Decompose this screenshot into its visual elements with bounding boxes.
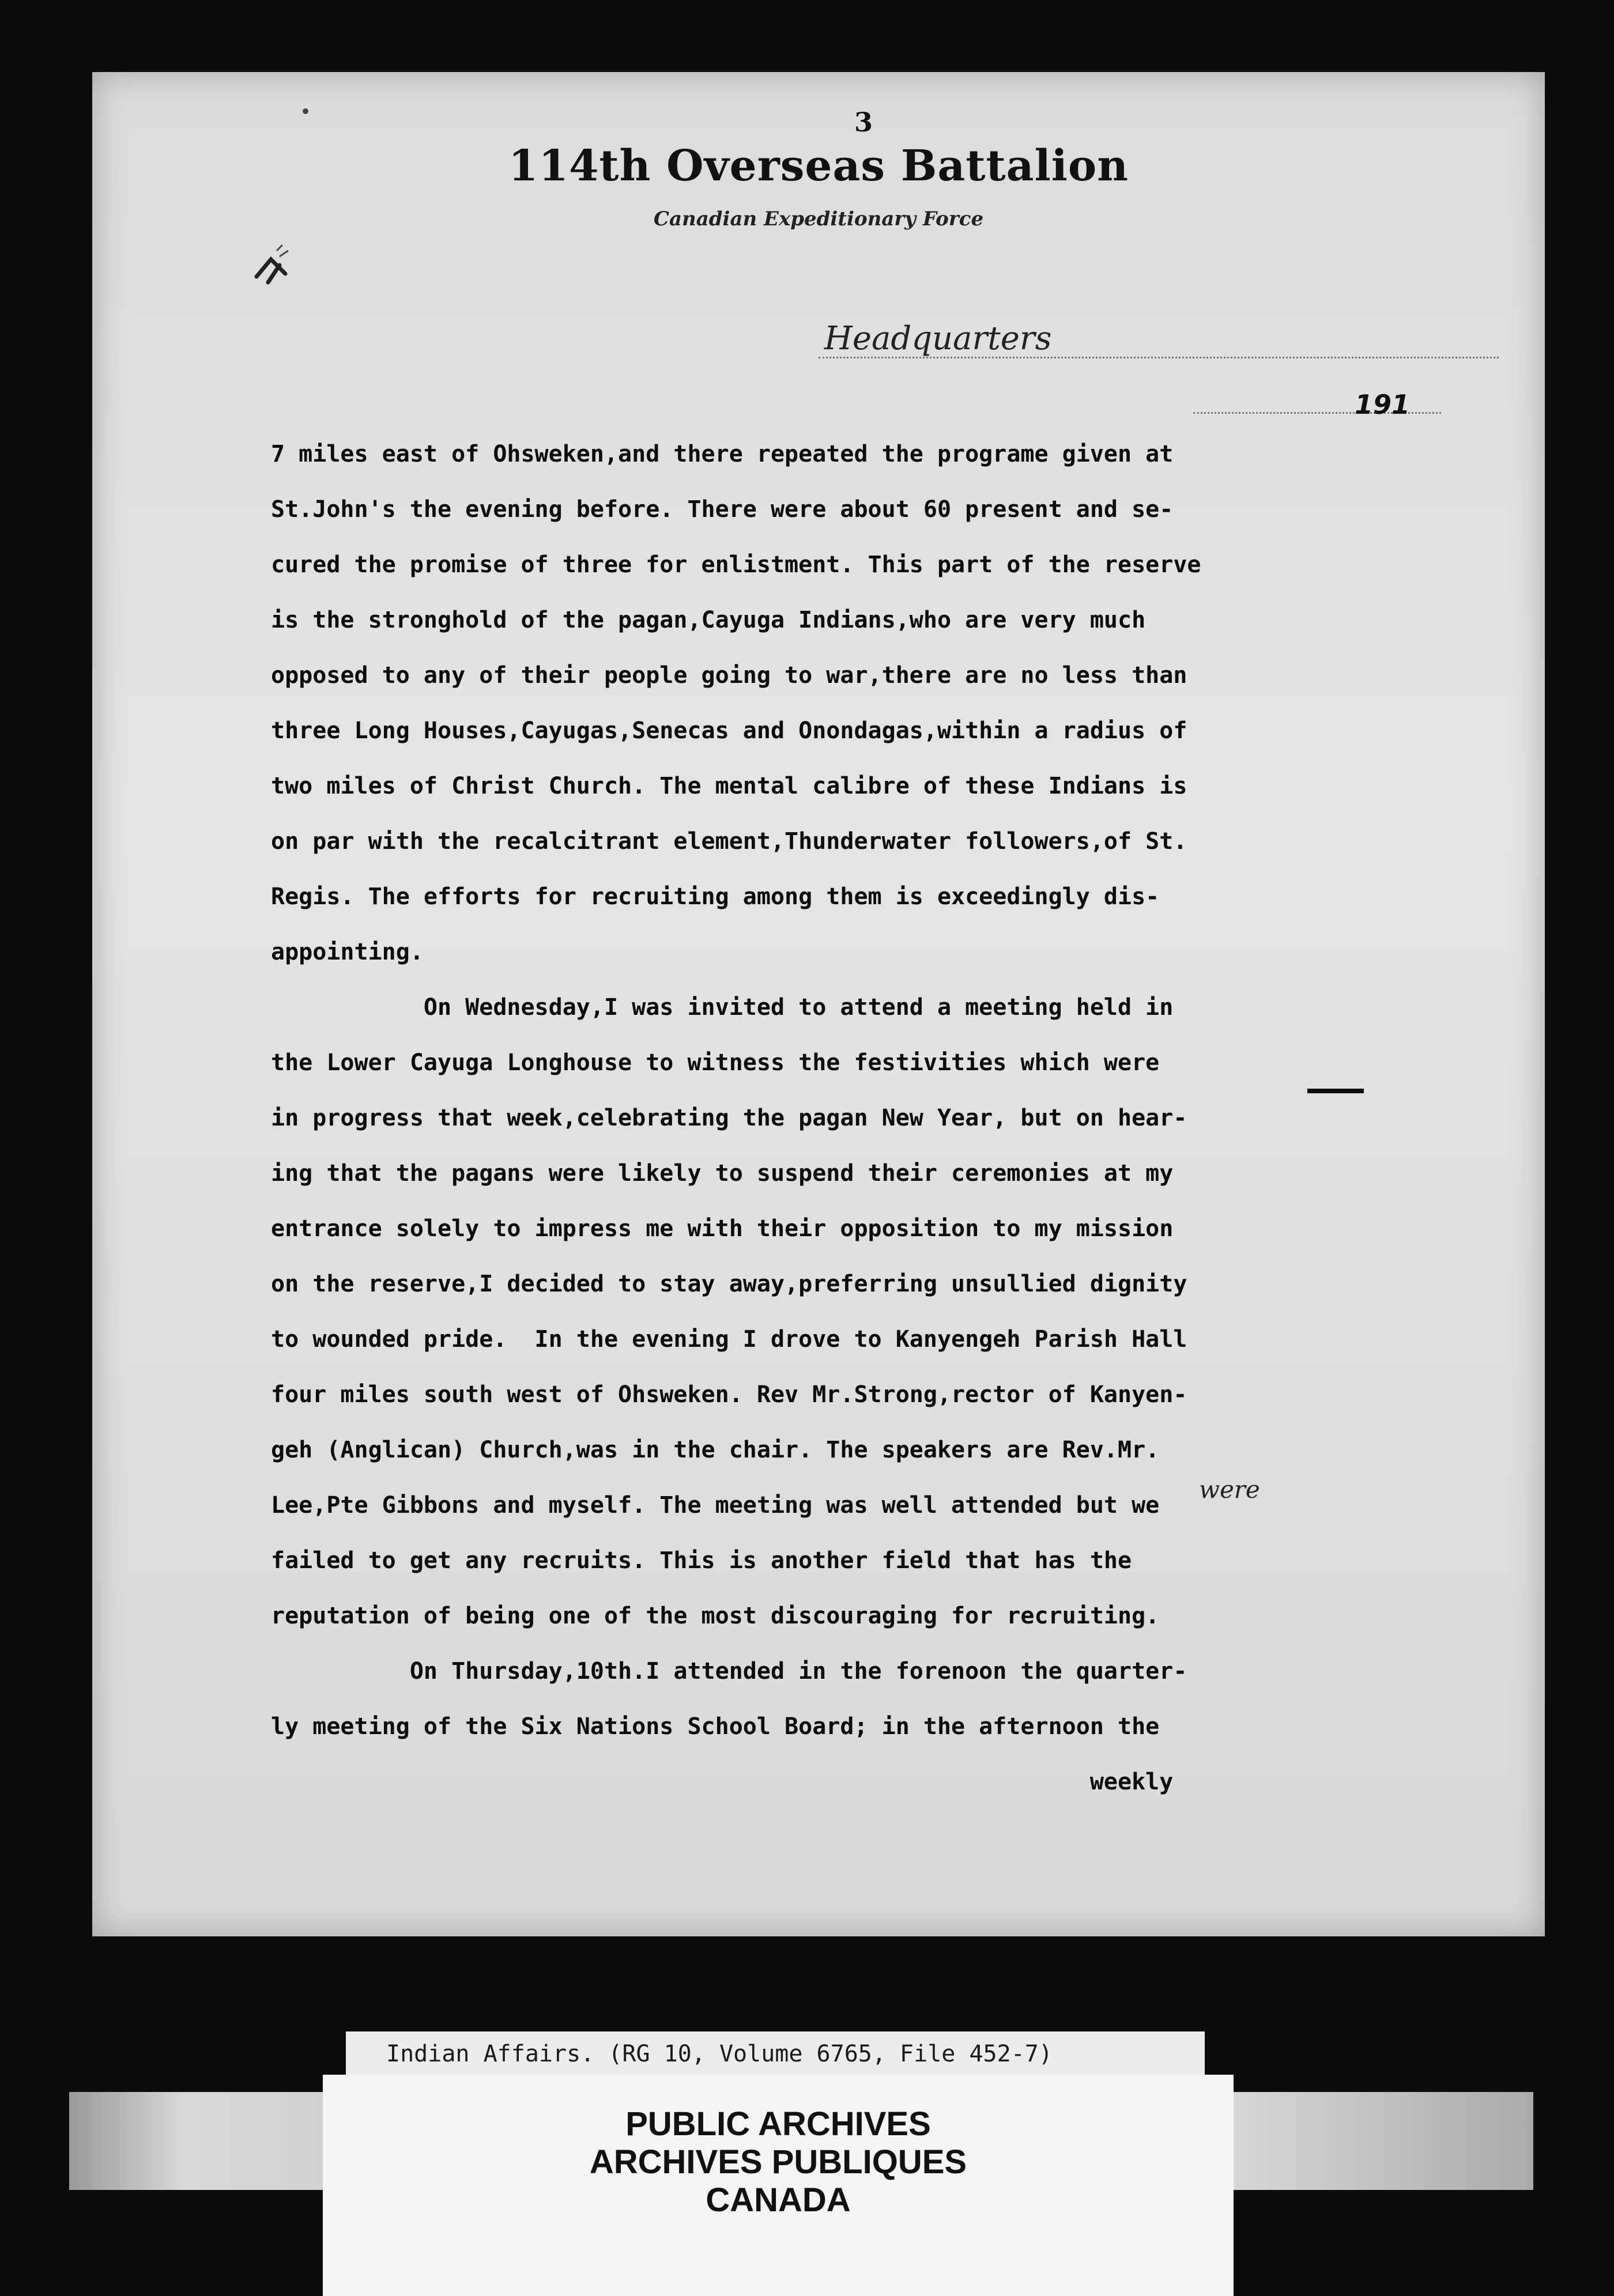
body-line: 7 miles east of Ohsweken,and there repeated the programe given at <box>271 441 1174 467</box>
body-line: entrance solely to impress me with their opposition to my mission <box>271 1215 1174 1242</box>
headquarters-rule <box>819 357 1499 358</box>
body-line: is the stronghold of the pagan,Cayuga Indians,who are very much <box>271 607 1146 633</box>
body-line: appointing. <box>271 939 424 965</box>
stray-dot <box>303 108 308 114</box>
letterhead-title: 114th Overseas Battalion <box>508 141 1129 191</box>
page-number: 3 <box>854 107 873 138</box>
body-line: opposed to any of their people going to war,there are no less than <box>271 662 1187 689</box>
body-line: to wounded pride. In the evening I drove to Kanyengeh Parish Hall <box>271 1326 1187 1353</box>
body-line: Regis. The efforts for recruiting among them is exceedingly dis- <box>271 883 1160 910</box>
stamp-line: PUBLIC ARCHIVES <box>625 2105 931 2143</box>
body-line: On Thursday,10th.I attended in the forenoon the quarter- <box>271 1658 1187 1685</box>
body-line: ly meeting of the Six Nations School Board; in the afternoon the <box>271 1713 1160 1740</box>
body-line: four miles south west of Ohsweken. Rev Mr.Strong,rector of Kanyen- <box>271 1381 1187 1408</box>
body-line: reputation of being one of the most discouraging for recruiting. <box>271 1603 1160 1629</box>
body-line: St.John's the evening before. There were about 60 present and se- <box>271 496 1174 523</box>
body-line: failed to get any recruits. This is another field that has the <box>271 1547 1132 1574</box>
body-line: On Wednesday,I was invited to attend a meeting held in <box>271 994 1174 1021</box>
body-line: in progress that week,celebrating the pagan New Year, but on hear- <box>271 1105 1187 1131</box>
headquarters-label: Headquarters <box>824 320 1052 357</box>
stamp-line: CANADA <box>706 2181 851 2219</box>
typo-strikethrough <box>1307 1089 1364 1093</box>
body-line: on the reserve,I decided to stay away,preferring unsullied dignity <box>271 1271 1187 1297</box>
document-page <box>92 72 1545 1936</box>
body-line: ing that the pagans were likely to suspend their ceremonies at my <box>271 1160 1174 1187</box>
archive-stamp <box>323 2075 1234 2296</box>
handwritten-correction: were <box>1199 1475 1260 1504</box>
pen-mark-icon <box>245 242 297 294</box>
body-line: two miles of Christ Church. The mental calibre of these Indians is <box>271 773 1187 799</box>
archive-reference: Indian Affairs. (RG 10, Volume 6765, File 452-7) <box>386 2041 1053 2067</box>
letterhead-subtitle: Canadian Expeditionary Force <box>653 207 984 231</box>
body-line: weekly <box>271 1769 1174 1795</box>
body-line: the Lower Cayuga Longhouse to witness the festivities which were <box>271 1049 1160 1076</box>
body-line: three Long Houses,Cayugas,Senecas and Onondagas,within a radius of <box>271 717 1187 744</box>
body-line: geh (Anglican) Church,was in the chair. The speakers are Rev.Mr. <box>271 1437 1160 1463</box>
body-line: cured the promise of three for enlistment. This part of the reserve <box>271 552 1201 578</box>
body-line: Lee,Pte Gibbons and myself. The meeting was well attended but we <box>271 1492 1160 1519</box>
body-line: on par with the recalcitrant element,Thunderwater followers,of St. <box>271 828 1187 855</box>
folio-number: 191 <box>1355 389 1411 420</box>
archive-reference-label <box>346 2031 1205 2080</box>
stamp-line: ARCHIVES PUBLIQUES <box>589 2143 967 2181</box>
